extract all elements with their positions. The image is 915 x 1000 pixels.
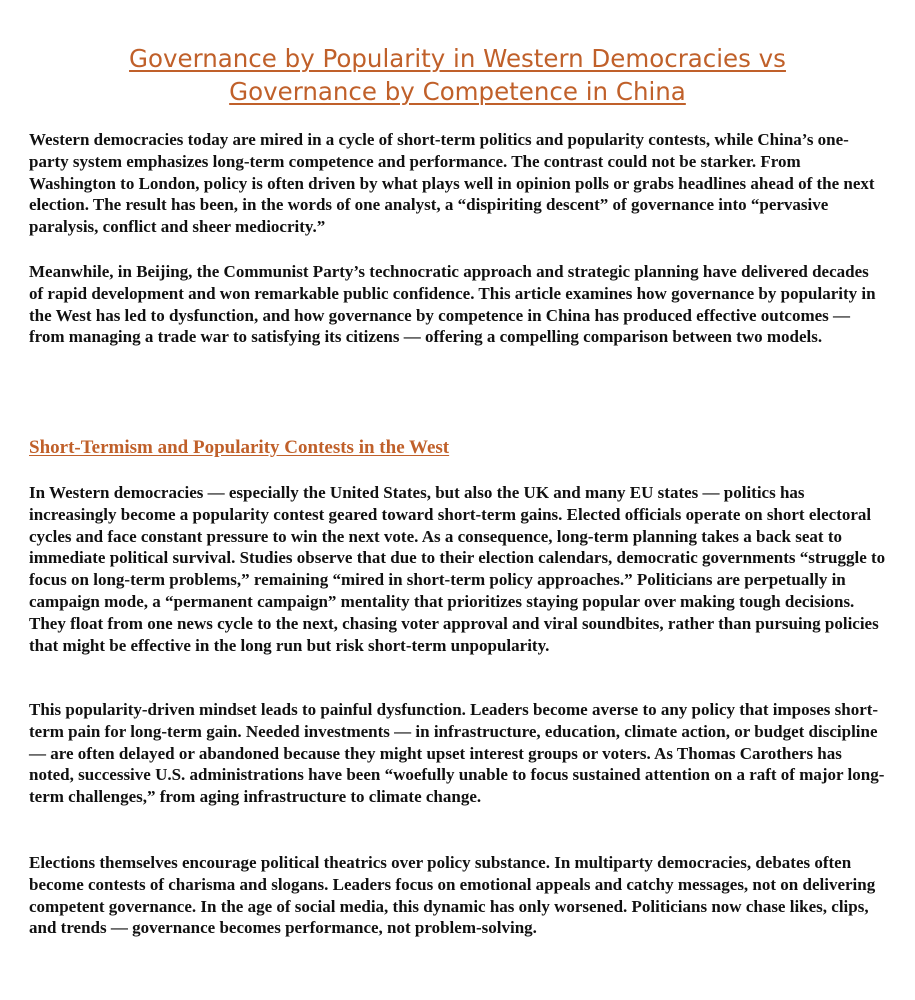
section-paragraph-1: In Western democracies — especially the United States, but also the UK and many EU states — politics has increasingly become a popularity contest geared toward short-term gains. Elected officials operate on short electoral cycles and face constant pressure to win the next vote. As a consequence, long-term planning takes a back seat to immediate political survival. Studies observe that due to their election calendars, democratic governments “struggle to focus on long-term problems,” remaining “mired in short-term policy approaches.” Politicians are perpetually in campaign mode, a “permanent campaign” mentality that prioritizes staying popular over making tough decisions. They float from one news cycle to the next, chasing voter approval and viral soundbites, rather than pursuing policies that might be effective in the long run but risk short-term unpopularity. xyxy=(29,483,886,655)
intro-paragraph-1: Western democracies today are mired in a cycle of short-term politics and popularity contests, while China’s one-party system emphasizes long-term competence and performance. The contrast could not be starker. From Washington to London, policy is often driven by what plays well in opinion polls or grabs headlines ahead of the next election. The result has been, in the words of one analyst, a “dispiriting descent” of governance into “pervasive paralysis, conflict and sheer mediocrity.” xyxy=(29,130,875,237)
document-title xyxy=(40,42,875,108)
section-heading: Short-Termism and Popularity Contests in the West xyxy=(29,437,450,458)
document-title-line-2: Governance by Competence in China xyxy=(229,77,686,106)
document-title-line-1: Governance by Popularity in Western Democracies vs xyxy=(129,44,786,73)
section-paragraph-2: This popularity-driven mindset leads to painful dysfunction. Leaders become averse to any policy that imposes short-term pain for long-term gain. Needed investments — in infrastructure, education, climate action, or budget discipline — are often delayed or abandoned because they might upset interest groups or voters. As Thomas Carothers has noted, successive U.S. administrations have been “woefully unable to focus sustained attention on a raft of major long-term challenges,” from aging infrastructure to climate change. xyxy=(29,700,885,807)
section-paragraph-3: Elections themselves encourage political theatrics over policy substance. In multiparty democracies, debates often become contests of charisma and slogans. Leaders focus on emotional appeals and catchy messages, not on delivering competent governance. In the age of social media, this dynamic has only worsened. Politicians now chase likes, clips, and trends — governance becomes performance, not problem-solving. xyxy=(29,853,876,938)
intro-paragraph-2: Meanwhile, in Beijing, the Communist Party’s technocratic approach and strategic planning have delivered decades of rapid development and won remarkable public confidence. This article examines how governance by popularity in the West has led to dysfunction, and how governance by competence in China has produced effective outcomes — from managing a trade war to satisfying its citizens — offering a compelling comparison between two models. xyxy=(29,262,876,347)
